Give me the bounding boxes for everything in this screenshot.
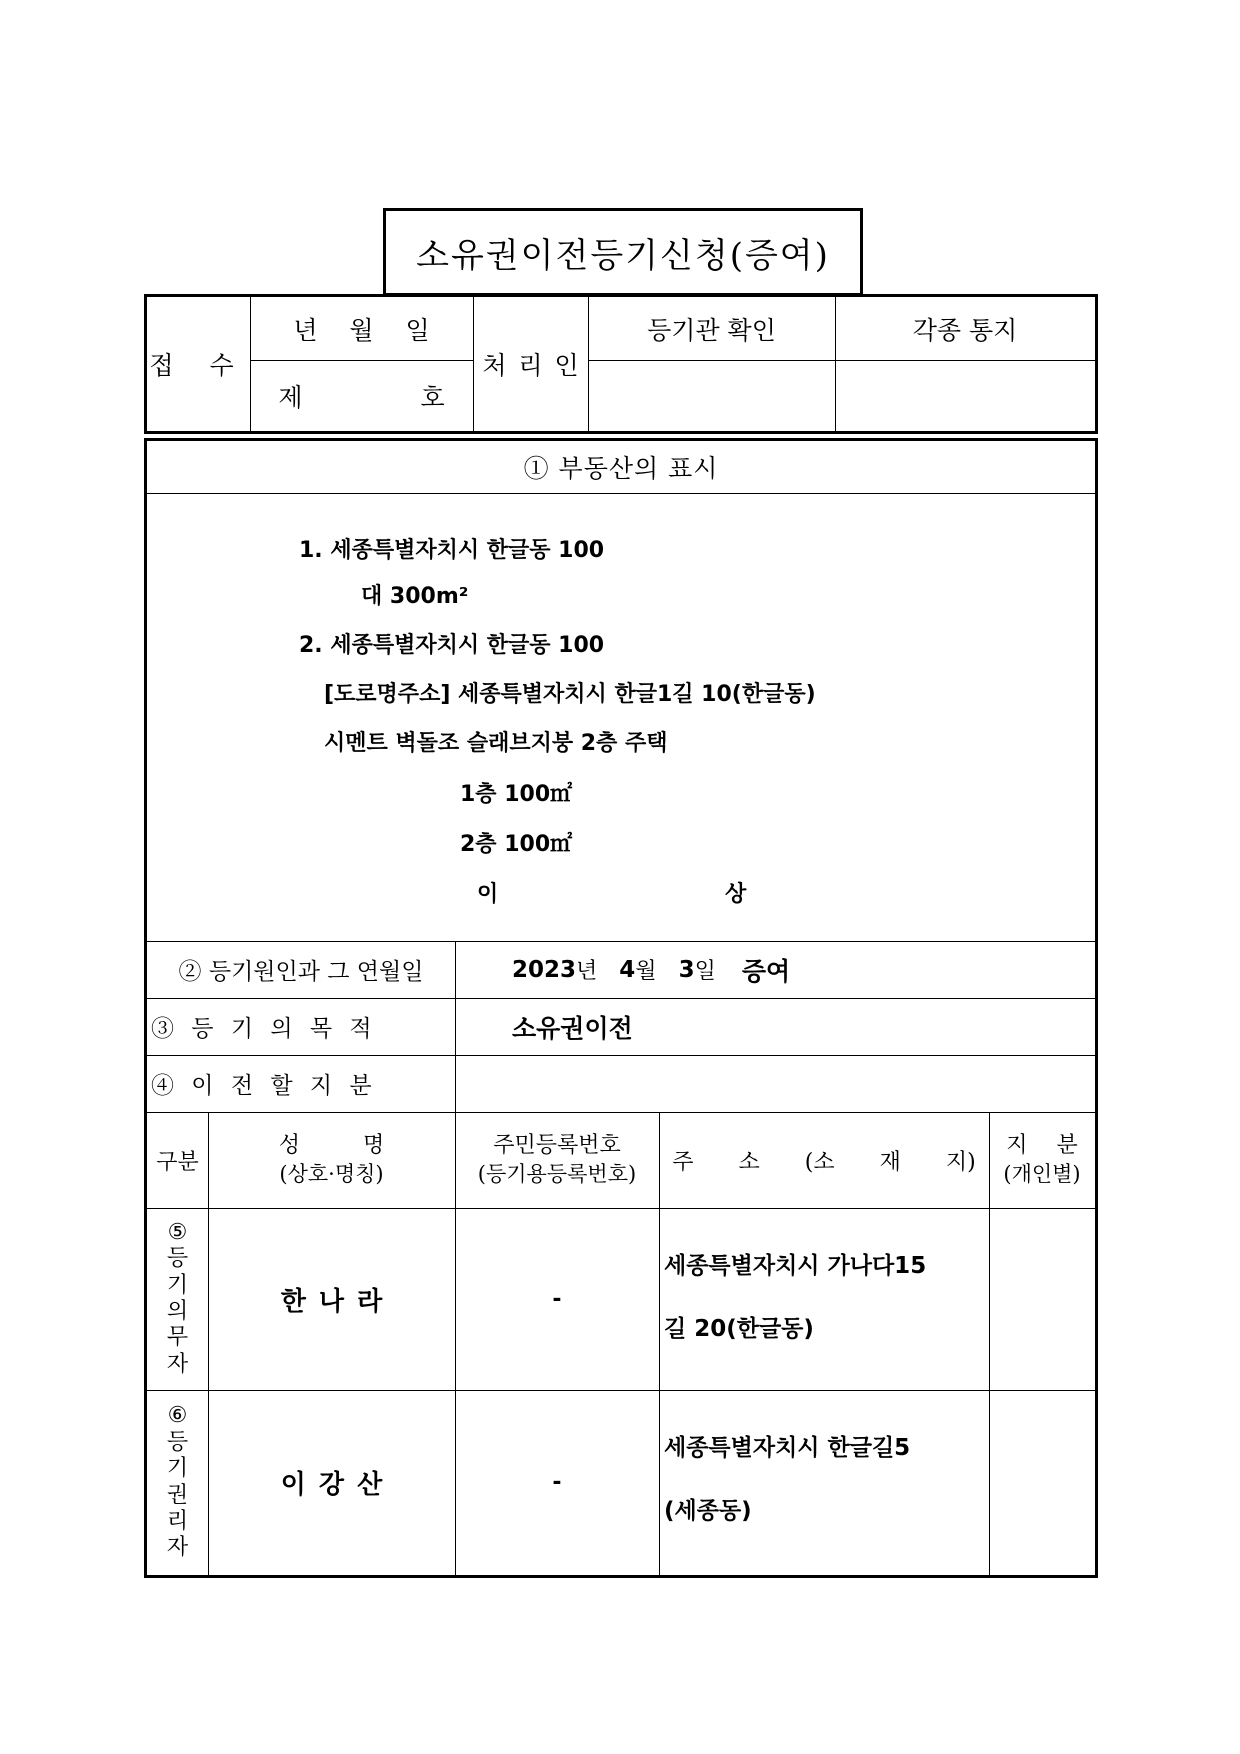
cause-text: 증여 bbox=[741, 956, 791, 986]
obligor-address-line2: 길 20(한글동) bbox=[664, 1316, 814, 1342]
obligor-name bbox=[208, 1208, 455, 1390]
property-header bbox=[147, 441, 1095, 493]
property-header-text: ① 부동산의 표시 bbox=[523, 454, 719, 483]
obligor-address-line1: 세종특별자치시 가나다15 bbox=[664, 1253, 927, 1279]
party-share-header-line1: 지 분 bbox=[1006, 1133, 1078, 1159]
party-category-header bbox=[147, 1112, 208, 1208]
cause-month-unit: 월 bbox=[635, 959, 657, 984]
cause-day: 3 bbox=[678, 956, 695, 983]
holder-id bbox=[455, 1390, 659, 1575]
holder-address bbox=[659, 1390, 989, 1575]
cause-year-unit: 년 bbox=[576, 959, 598, 984]
processor-label bbox=[473, 297, 588, 431]
cause-label bbox=[147, 941, 455, 998]
property-line-5: 시멘트 벽돌조 슬래브지붕 2층 주택 bbox=[324, 731, 668, 756]
purpose-value bbox=[512, 998, 1072, 1055]
registrar-label-text: 등기관 확인 bbox=[647, 315, 776, 345]
party-id-header-line2: (등기용등록번호) bbox=[477, 1161, 637, 1186]
obligor-label-char: 등 bbox=[166, 1246, 189, 1272]
purpose-label-text: ③ 등 기 의 목 적 bbox=[151, 1016, 372, 1042]
cause-month: 4 bbox=[619, 956, 636, 983]
holder-label-char: 권 bbox=[166, 1482, 189, 1508]
processor-label-text: 처 리 인 bbox=[482, 351, 579, 380]
obligor-id bbox=[455, 1208, 659, 1390]
receipt-number bbox=[250, 360, 473, 431]
cause-year: 2023 bbox=[512, 956, 577, 983]
cause-value bbox=[512, 941, 1072, 998]
holder-label-char: 등 bbox=[166, 1429, 189, 1455]
notice-label-text: 각종 통지 bbox=[912, 315, 1018, 345]
receipt-label bbox=[147, 297, 250, 431]
holder-id-text: - bbox=[552, 1470, 562, 1495]
holder-address-line2: (세종동) bbox=[664, 1498, 752, 1524]
obligor-label-char: 기 bbox=[166, 1272, 189, 1298]
party-id-header-line1: 주민등록번호 bbox=[493, 1133, 621, 1159]
obligor-name-text: 한 나 라 bbox=[280, 1286, 383, 1317]
title-box bbox=[383, 208, 863, 296]
cause-label-text: ② 등기원인과 그 연월일 bbox=[178, 959, 424, 985]
party-name-header bbox=[208, 1112, 455, 1208]
property-footer-left: 이 bbox=[477, 882, 499, 907]
property-line-4: [도로명주소] 세종특별자치시 한글1길 10(한글동) bbox=[324, 682, 816, 707]
holder-label-char: 리 bbox=[166, 1508, 189, 1534]
holder-label bbox=[147, 1390, 208, 1575]
holder-name bbox=[208, 1390, 455, 1575]
receipt-date bbox=[250, 297, 473, 360]
property-line-2: 대 300m² bbox=[361, 584, 469, 609]
party-share-header bbox=[989, 1112, 1095, 1208]
main-form bbox=[144, 438, 1098, 1578]
receipt-number-text: 제 호 bbox=[278, 382, 445, 412]
property-line-7: 2층 100㎡ bbox=[460, 832, 573, 857]
registrar-label bbox=[588, 297, 835, 360]
party-address-header-text: 주 소 (소 재 지) bbox=[672, 1149, 976, 1175]
obligor-share bbox=[989, 1208, 1095, 1390]
party-name-header-line1: 성 명 bbox=[278, 1133, 385, 1159]
property-line-3: 2. 세종특별자치시 한글동 100 bbox=[299, 633, 605, 658]
party-share-header-line2: (개인별) bbox=[1003, 1161, 1081, 1186]
obligor-label-char: 무 bbox=[166, 1325, 189, 1351]
party-category-text: 구분 bbox=[156, 1149, 199, 1175]
receipt-label-text: 접 수 bbox=[149, 351, 248, 380]
holder-label-char: ⑥ bbox=[167, 1403, 188, 1429]
purpose-value-text: 소유권이전 bbox=[512, 1013, 633, 1043]
property-footer-right: 상 bbox=[725, 882, 747, 907]
property-line-1: 1. 세종특별자치시 한글동 100 bbox=[299, 538, 605, 563]
obligor-address bbox=[659, 1208, 989, 1390]
holder-share bbox=[989, 1390, 1095, 1575]
obligor-label-char: 의 bbox=[166, 1299, 189, 1324]
page-title: 소유권이전등기신청(증여) bbox=[416, 235, 830, 276]
party-address-header bbox=[659, 1112, 989, 1208]
holder-label-char: 기 bbox=[166, 1456, 189, 1482]
purpose-label bbox=[151, 998, 455, 1055]
property-line-6: 1층 100㎡ bbox=[460, 782, 573, 807]
obligor-label bbox=[147, 1208, 208, 1390]
party-name-header-line2: (상호·명칭) bbox=[279, 1161, 384, 1186]
holder-name-text: 이 강 산 bbox=[280, 1470, 383, 1500]
party-id-header bbox=[455, 1112, 659, 1208]
share-label bbox=[151, 1055, 455, 1112]
receipt-table bbox=[144, 294, 1098, 434]
share-value bbox=[512, 1055, 1072, 1112]
obligor-id-text: - bbox=[552, 1286, 562, 1312]
holder-address-line1: 세종특별자치시 한글길5 bbox=[664, 1435, 911, 1461]
obligor-label-char: ⑤ bbox=[167, 1219, 188, 1245]
obligor-label-char: 자 bbox=[166, 1351, 189, 1377]
notice-label bbox=[835, 297, 1095, 360]
holder-label-char: 자 bbox=[166, 1535, 189, 1561]
cause-day-unit: 일 bbox=[694, 959, 716, 984]
share-label-text: ④ 이 전 할 지 분 bbox=[151, 1073, 372, 1099]
receipt-date-text: 년 월 일 bbox=[293, 315, 430, 345]
